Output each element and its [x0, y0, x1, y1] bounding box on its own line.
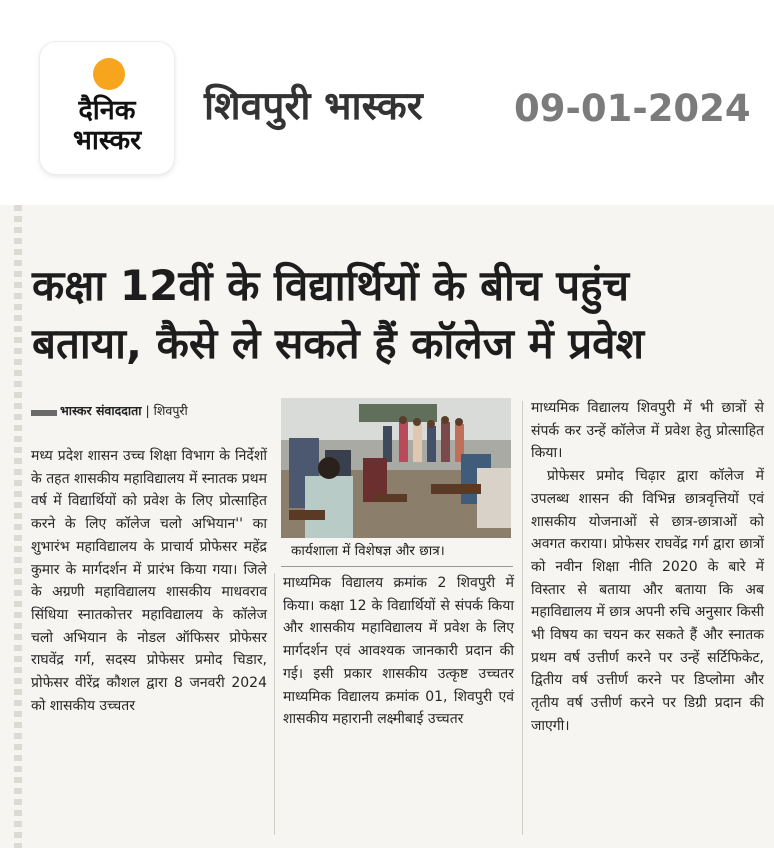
column-2-text: माध्यमिक विद्यालय क्रमांक 2 शिवपुरी में किया। कक्षा 12 के विद्यार्थियों से संपर्क किया और शासकीय महाविद्यालय में प्रवेश के लिए मार्गदर्शन एवं आवश्यक जानकारी प्रदान की गई। इसी प्रकार शासकीय उत्कृष्ट उच्चतर माध्यमिक विद्यालय क्रमांक 01, शिवपुरी एवं शासकीय महारानी लक्ष्मीबाई उच्चतर: [283, 575, 514, 728]
torn-edge: [14, 205, 22, 848]
headline-line-1: कक्षा 12वीं के विद्यार्थियों के बीच पहुंच: [32, 261, 630, 310]
header-bar: [0, 0, 774, 205]
caption-rule: [281, 566, 513, 567]
headline: [32, 257, 762, 373]
article-photo: [281, 398, 511, 538]
byline-source: भास्कर संवाददाता: [60, 403, 142, 418]
column-1-text: मध्य प्रदेश शासन उच्च शिक्षा विभाग के निर्देशों के तहत शासकीय महाविद्यालय में स्नातक प्रथम वर्ष में विद्यार्थियों को प्रवेश के लिए प्रोत्साहित करने के लिए कॉलेज चलो अभियान'' का शुभारंभ महाविद्यालय के प्राचार्य प्रोफेसर महेंद्र कुमार के मार्गदर्शन में प्रारंभ किया गया। जिले के अग्रणी महाविद्यालय शासकीय माधवराव सिंधिया स्नातकोत्तर महाविद्यालय के कॉलेज चलो अभियान के नोडल ऑफिसर प्रोफेसर राघवेंद्र गर्ग, सदस्य प्रोफेसर प्रमोद चिडार, प्रोफेसर वीरेंद्र कौशल द्वारा 8 जनवरी 2024 को शासकीय उच्चतर: [31, 448, 267, 714]
byline-place: शिवपुरी: [153, 403, 188, 418]
headline-line-2: बताया, कैसे ले सकते हैं कॉलेज में प्रवेश: [32, 319, 645, 368]
column-divider-2: [522, 401, 523, 835]
column-divider-1: [274, 573, 275, 835]
sun-icon: [93, 58, 125, 90]
dainik-bhaskar-logo: [40, 42, 174, 174]
article-column-3: [531, 397, 764, 738]
classroom-photo: [281, 398, 511, 538]
newspaper-clipping: [0, 205, 774, 848]
logo-line-2: भास्कर: [72, 125, 142, 156]
edition-date: 09-01-2024: [514, 87, 751, 130]
edition-title: शिवपुरी भास्कर: [204, 84, 423, 129]
column-3-paragraph-1: माध्यमिक विद्यालय शिवपुरी में भी छात्रों से संपर्क कर उन्हें कॉलेज में प्रवेश हेतु प्रोत्साहित किया।: [531, 400, 764, 462]
byline: भास्कर संवाददाता | शिवपुरी: [60, 403, 188, 418]
article-column-2: [283, 572, 514, 731]
photo-caption: कार्यशाला में विशेषज्ञ और छात्र।: [291, 543, 445, 559]
logo-line-1: दैनिक: [78, 95, 136, 126]
column-3-paragraph-2: प्रोफेसर प्रमोद चिढ़ार द्वारा कॉलेज में उपलब्ध शासन की विभिन्न छात्रवृत्तियों एवं शासकीय योजनाओं से छात्र-छात्राओं को अवगत कराया। प्रोफेसर राघवेंद्र गर्ग द्वारा छात्रों को नवीन शिक्षा नीति 2020 के बारे में विस्तार से बताया और बताया कि अब महाविद्यालय में छात्र अपनी रुचि अनुसार किसी भी विषय का चयन कर सकते हैं और स्नातक प्रथम वर्ष उत्तीर्ण करने पर उन्हें सर्टिफिकेट, द्वितीय वर्ष उत्तीर्ण करने पर डिप्लोमा और तृतीय वर्ष उत्तीर्ण करने पर डिग्री प्रदान की जाएगी।: [531, 468, 764, 734]
byline-marker: [31, 410, 57, 416]
article-column-1: [31, 445, 267, 717]
